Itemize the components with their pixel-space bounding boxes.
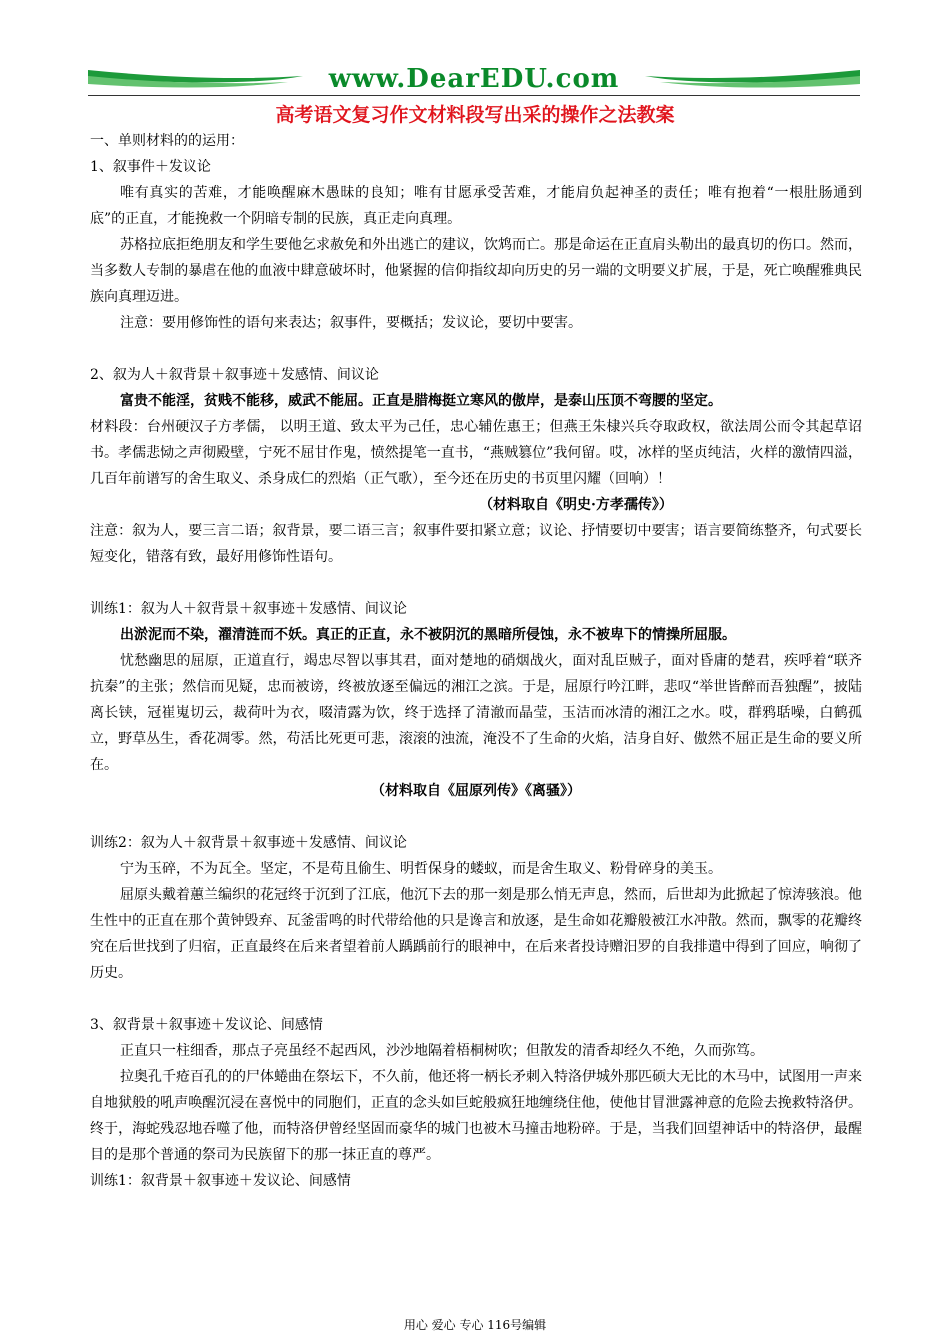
page-footer: 用心 爱心 专心 116号编辑: [403, 1318, 547, 1332]
paragraph: 唯有真实的苦难，才能唤醒麻木愚昧的良知；唯有甘愿承受苦难，才能肩负起神圣的责任；唯有抱着“一根肚肠通到底”的正直，才能挽救一个阴暗专制的民族，真正走向真理。: [90, 185, 862, 227]
exercise-heading: 训练1：叙为人＋叙背景＋叙事迹＋发感情、间议论: [90, 601, 407, 617]
source-citation: （材料取自《屈原列传》《离骚》）: [371, 783, 581, 799]
paragraph: 正直只一柱细香，那点子亮虽经不起西风，沙沙地隔着梧桐树吹；但散发的清香却经久不绝，久而弥笃。: [120, 1043, 764, 1059]
header-rule: [88, 95, 860, 96]
site-banner: [88, 62, 860, 96]
thesis-line: 出淤泥而不染，濯清涟而不妖。真正的正直，永不被阴沉的黑暗所侵蚀，永不被卑下的情操所屈服。: [120, 627, 736, 643]
subsection-heading: 2、叙为人＋叙背景＋叙事迹＋发感情、间议论: [90, 367, 379, 383]
exercise-heading: 训练1：叙背景＋叙事迹＋发议论、间感情: [90, 1173, 351, 1189]
subsection-heading: 1、叙事件＋发议论: [90, 159, 211, 175]
paragraph: 拉奥孔千疮百孔的的尸体蜷曲在祭坛下，不久前，他还将一柄长矛刺入特洛伊城外那匹硕大无比的木马中，试图用一声来自地狱般的吼声唤醒沉浸在喜悦中的同胞们，正直的念头如巨蛇般疯狂地缠绕住他，使他甘冒泄露神意的危险去挽救特洛伊。终于，海蛇残忍地吞噬了他，而特洛伊曾经坚固而豪华的城门也被木马撞击地粉碎。于是，当我们回望神话中的特洛伊，最醒目的是那个普通的祭司为民族留下的那一抹正直的尊严。: [90, 1069, 862, 1163]
exercise-heading: 训练2：叙为人＋叙背景＋叙事迹＋发感情、间议论: [90, 835, 407, 851]
document-body: [90, 128, 862, 1194]
section-heading: 一、单则材料的的运用：: [90, 133, 244, 149]
paragraph: 苏格拉底拒绝朋友和学生要他乞求赦免和外出逃亡的建议，饮鸩而亡。那是命运在正直肩头勒出的最真切的伤口。然而，当多数人专制的暴虐在他的血液中肆意破坏时，他紧握的信仰指纹却向历史的另一端的文明要义扩展，于是，死亡唤醒雅典民族向真理迈进。: [90, 237, 862, 305]
note: 注意：要用修饰性的语句来表达；叙事件，要概括；发议论，要切中要害。: [120, 315, 582, 331]
source-citation: （材料取自《明史·方孝孺传》）: [479, 497, 673, 513]
note: 注意：叙为人，要三言二语；叙背景，要二语三言；叙事件要扣紧立意；议论、抒情要切中要害；语言要简练整齐，句式要长短变化，错落有致，最好用修饰性语句。: [90, 523, 862, 565]
site-name: www.DearEDU.com: [328, 64, 620, 94]
thesis-line: 富贵不能淫，贫贱不能移，威武不能屈。正直是腊梅挺立寒风的傲岸，是泰山压顶不弯腰的坚定。: [120, 393, 722, 409]
paragraph: 宁为玉碎，不为瓦全。坚定，不是苟且偷生、明哲保身的蝼蚁，而是舍生取义、粉骨碎身的美玉。: [120, 861, 722, 877]
paragraph: 屈原头戴着蕙兰编织的花冠终于沉到了江底，他沉下去的那一刻是那么悄无声息，然而，后世却为此掀起了惊涛骇浪。他生性中的正直在那个黄钟毁弃、瓦釜雷鸣的时代带给他的只是谗言和放逐，是生命如花瓣般被江水冲散。然而，飘零的花瓣终究在后世找到了归宿，正直最终在后来者望着前人踽踽前行的眼神中，在后来者投诗赠汨罗的自我排遣中得到了回应，响彻了历史。: [90, 887, 862, 981]
paragraph: 材料段：台州硬汉子方孝儒， 以明王道、致太平为己任，忠心辅佐惠王；但燕王朱棣兴兵夺取政权，欲法周公而令其起草诏书。孝儒悲恸之声彻殿壁，宁死不屈甘作鬼，愤然提笔一直书，“燕贼篡位”我何留。哎，冰样的坚贞纯洁，火样的激情四溢，几百年前谱写的舍生取义、杀身成仁的烈焰（正气歌），至今还在历史的书页里闪耀（回响）！: [90, 419, 862, 487]
paragraph: 忧愁幽思的屈原，正道直行，竭忠尽智以事其君，面对楚地的硝烟战火，面对乱臣贼子，面对昏庸的楚君，疾呼着“联齐抗秦”的主张；然信而见疑，忠而被谤，终被放逐至偏远的湘江之滨。于是，屈原行吟江畔，悲叹“举世皆醉而吾独醒”，披陆离长铗，冠崔嵬切云，裁荷叶为衣，啜清露为饮，终于选择了清澈而晶莹，玉洁而冰清的湘江之水。哎，群鸦聒噪，白鹤孤立，野草丛生，香花凋零。然，苟活比死更可悲，滚滚的浊流，淹没不了生命的火焰，洁身自好、傲然不屈正是生命的要义所在。: [90, 653, 862, 773]
subsection-heading: 3、叙背景＋叙事迹＋发议论、间感情: [90, 1017, 323, 1033]
document-title: 高考语文复习作文材料段写出采的操作之法教案: [275, 104, 675, 126]
